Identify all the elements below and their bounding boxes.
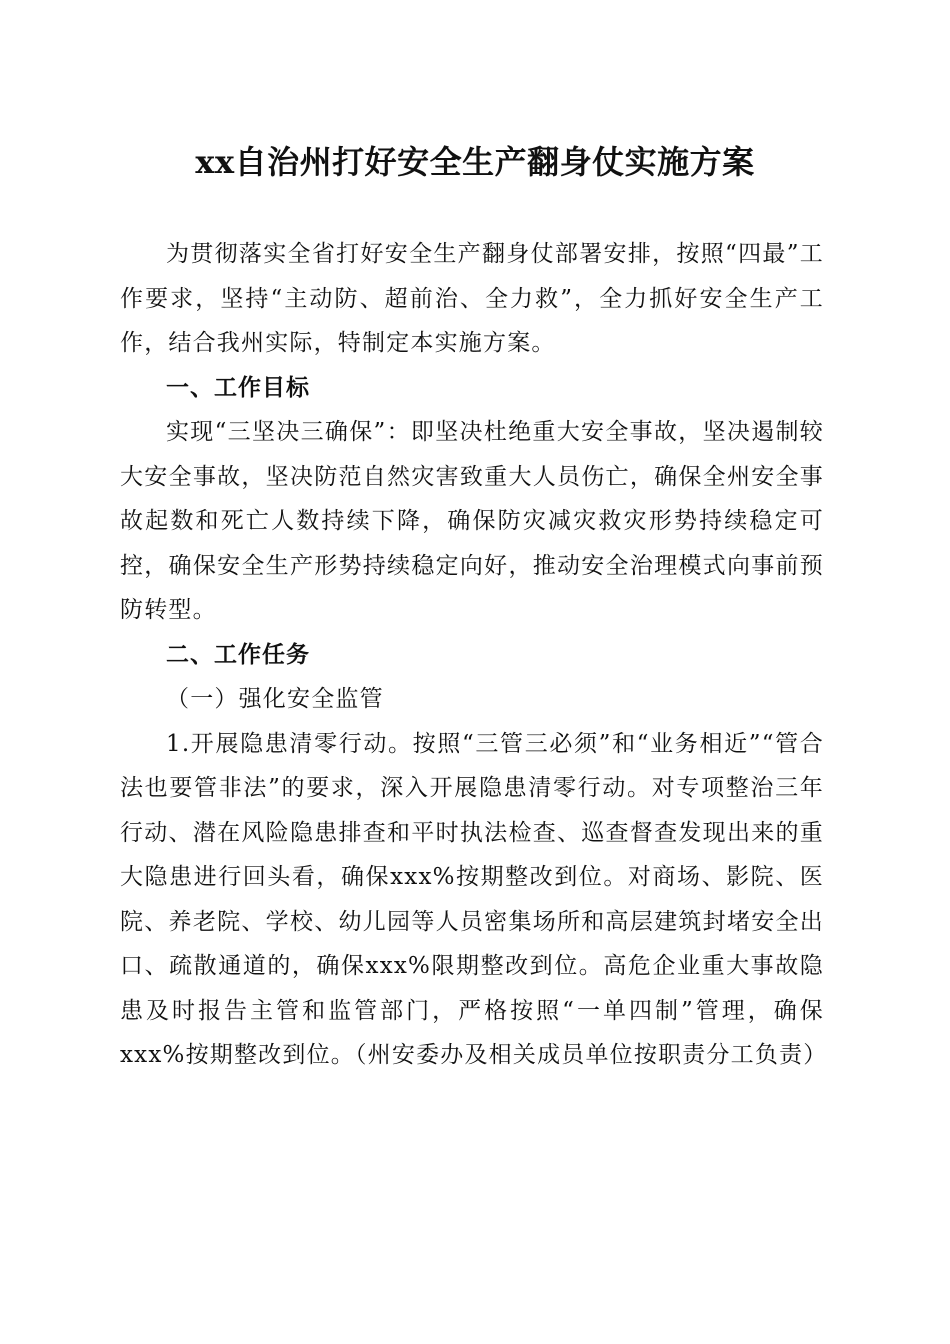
document-body — [120, 232, 828, 1078]
task-item-1-paragraph: 1.开展隐患清零行动。按照“三管三必须”和“业务相近”“管合法也要管非法”的要求，深入开展隐患清零行动。对专项整治三年行动、潜在风险隐患排查和平时执法检查、巡查督查发现出来的重大隐患进行回头看，确保xxx%按期整改到位。对商场、影院、医院、养老院、学校、幼儿园等人员密集场所和高层建筑封堵安全出口、疏散通道的，确保xxx%限期整改到位。高危企业重大事故隐患及时报告主管和监管部门，严格按照“一单四制”管理，确保xxx%按期整改到位。（州安委办及相关成员单位按职责分工负责） — [120, 730, 828, 1068]
goals-paragraph: 实现“三坚决三确保”：即坚决杜绝重大安全事故，坚决遏制较大安全事故，坚决防范自然灾害致重大人员伤亡，确保全州安全事故起数和死亡人数持续下降，确保防灾减灾救灾形势持续稳定可控，确保安全生产形势持续稳定向好，推动安全治理模式向事前预防转型。 — [120, 419, 824, 623]
section-heading-goals: 一、工作目标 — [166, 374, 310, 401]
section-heading-tasks: 二、工作任务 — [166, 641, 310, 668]
document-title: xx自治州打好安全生产翻身仗实施方案 — [195, 143, 755, 181]
intro-paragraph: 为贯彻落实全省打好安全生产翻身仗部署安排，按照“四最”工作要求，坚持“主动防、超前治、全力救”，全力抓好安全生产工作，结合我州实际，特制定本实施方案。 — [120, 241, 824, 356]
subsection-heading-supervision: （一）强化安全监管 — [166, 686, 384, 712]
